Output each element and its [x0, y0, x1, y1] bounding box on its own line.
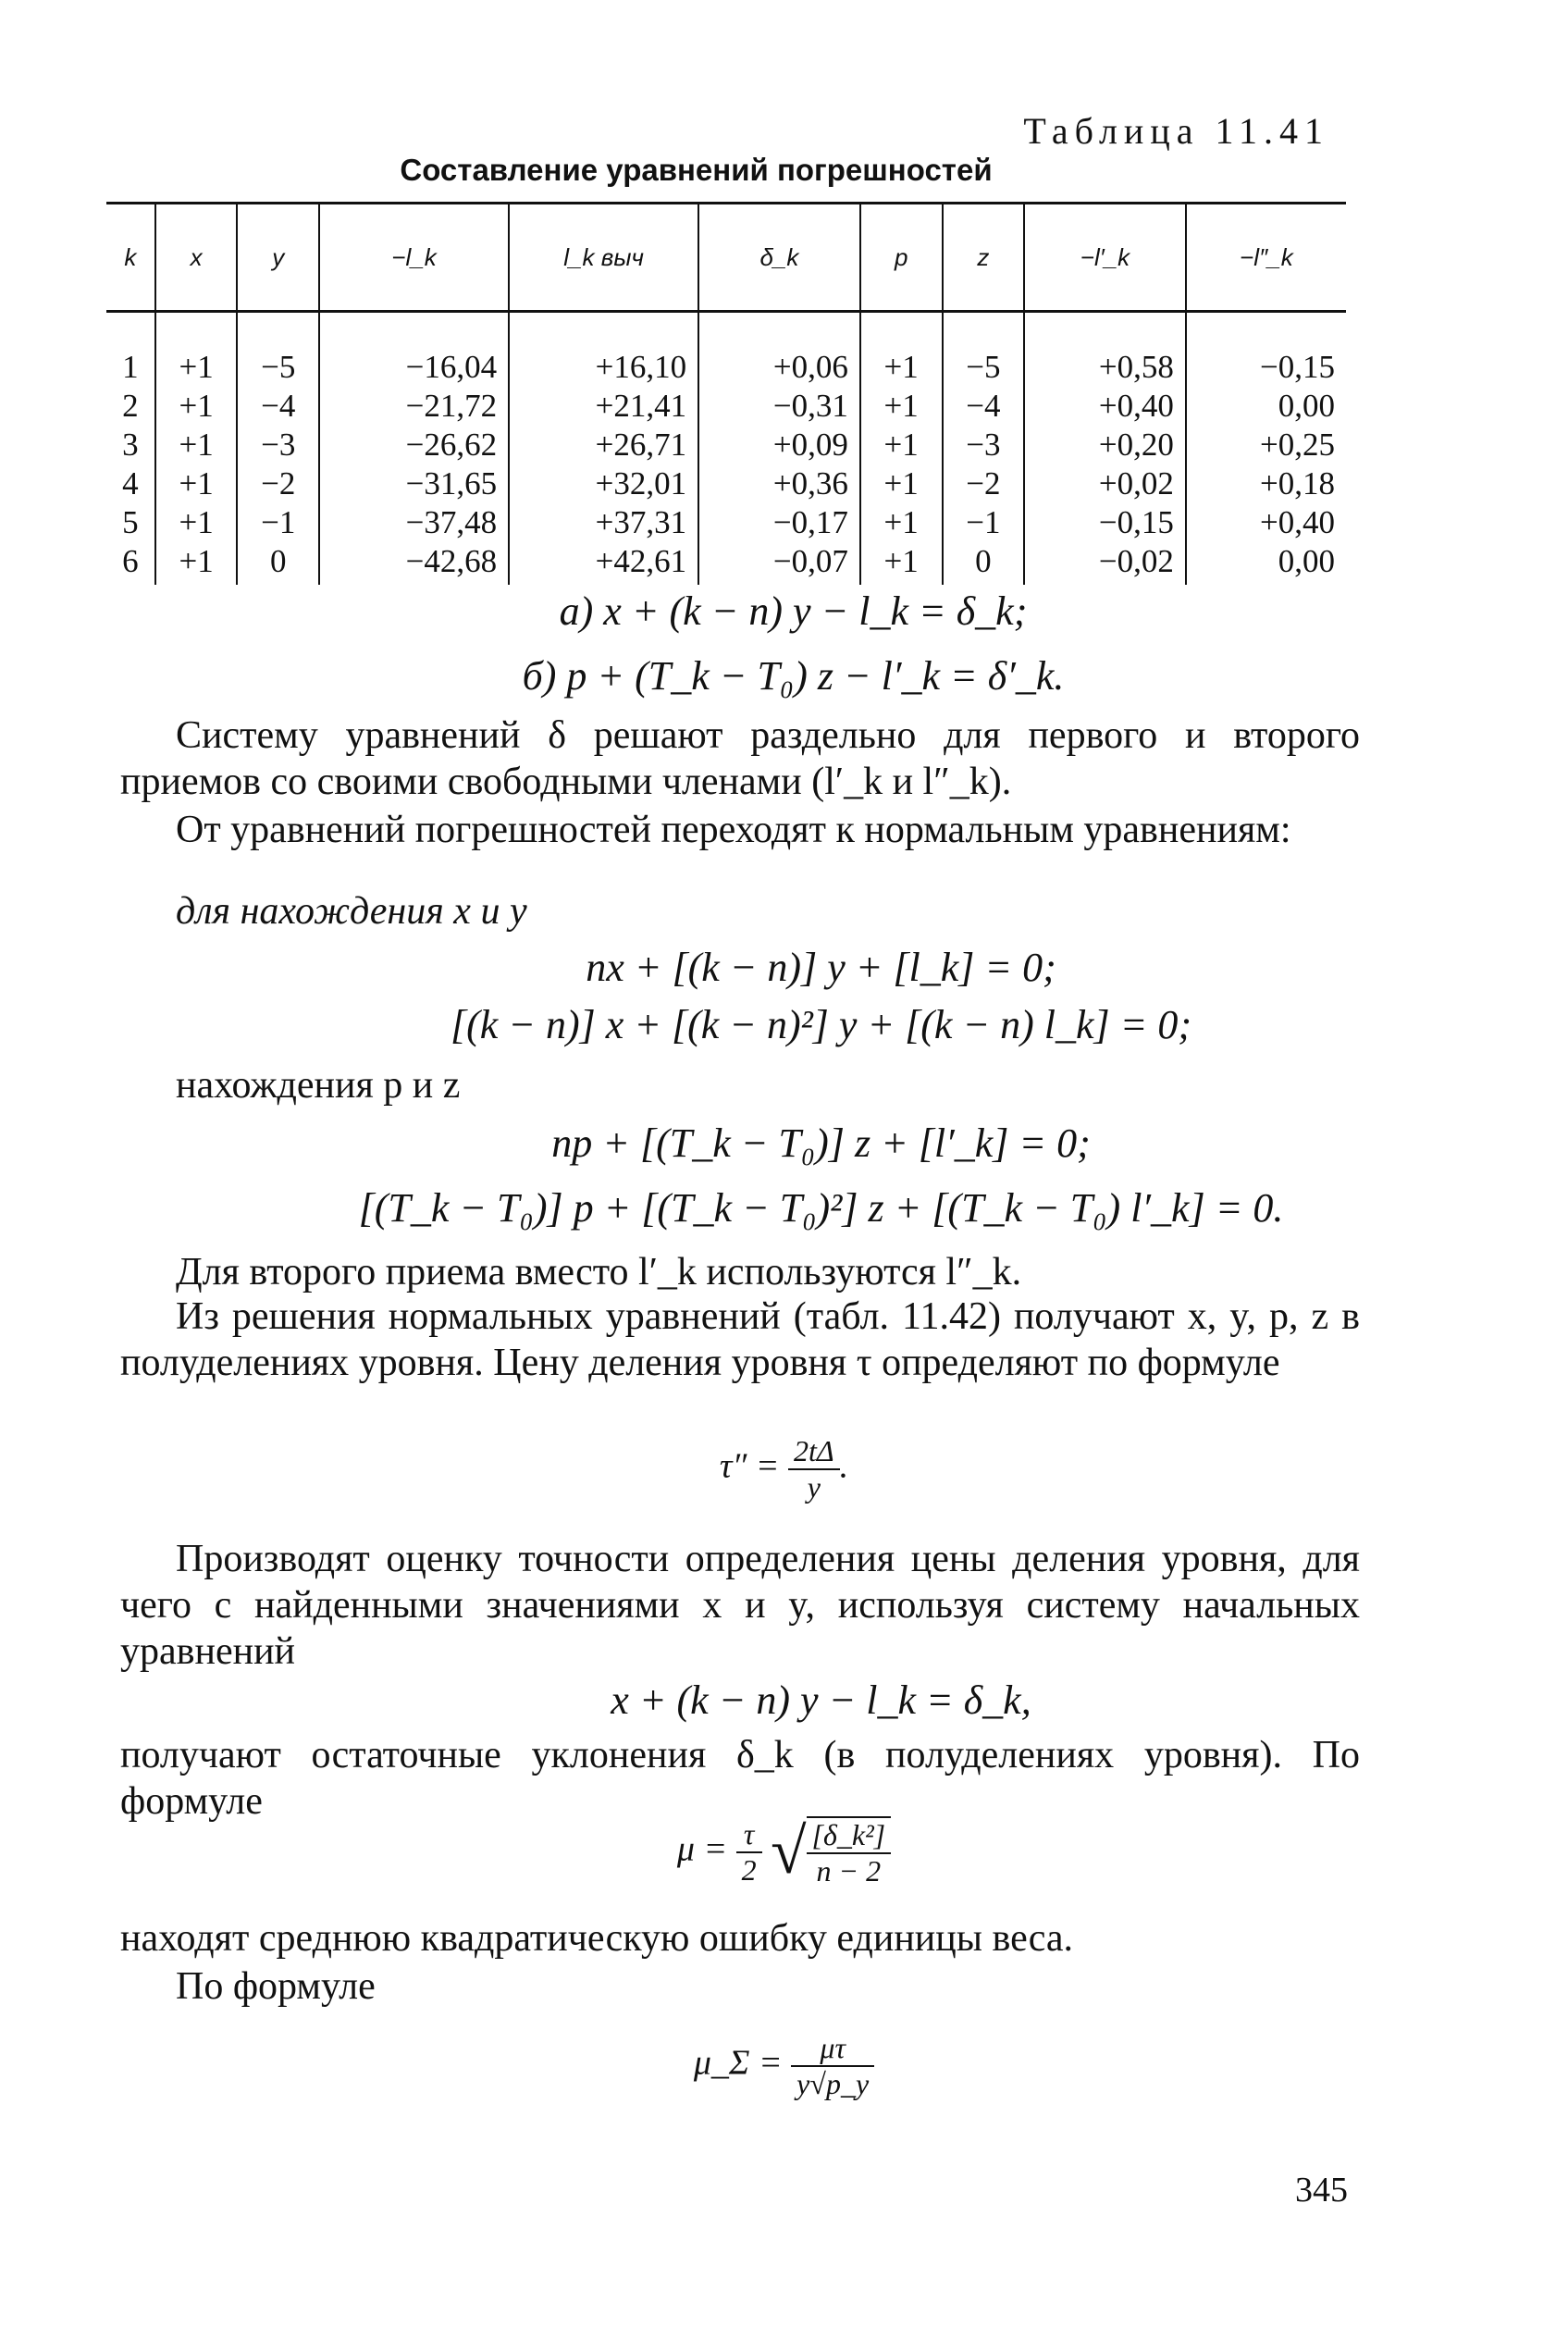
header-k: k — [106, 204, 155, 312]
formula-tau-fraction — [788, 1434, 840, 1504]
cell-z: −3 — [943, 426, 1025, 464]
header-delta-k: δ_k — [698, 204, 860, 312]
formula-mu-sigma-numerator: μτ — [791, 2031, 874, 2067]
cell-p: +1 — [860, 426, 943, 464]
table-caption-title: Составление уравнений погрешностей — [400, 153, 993, 187]
table-row — [106, 464, 1346, 503]
cell-y: −4 — [237, 387, 319, 426]
table-caption-label: Таблица 11.41 — [1023, 110, 1329, 152]
paragraph-normal-intro: От уравнений погрешностей переходят к нормальным уравнениям: — [176, 809, 1291, 851]
formula-mu-radicand — [807, 1816, 892, 1888]
table-header-row — [106, 204, 1346, 312]
table-row — [106, 387, 1346, 426]
cell-x: +1 — [155, 426, 238, 464]
formula-mu-sigma-denominator: y√p_y — [796, 2067, 870, 2100]
cell-minus-lk: −26,62 — [319, 426, 509, 464]
formula-mu-left: μ = — [676, 1829, 728, 1869]
formula-mu-coefficient — [736, 1817, 762, 1888]
sqrt-sign-icon: √ — [771, 1816, 807, 1888]
cell-delta-k: −0,31 — [698, 387, 860, 426]
header-z: z — [943, 204, 1025, 312]
cell-lk-calc: +37,31 — [509, 503, 698, 542]
paragraph-by-formula: По формуле — [176, 1965, 376, 2008]
cell-minus-lk: −21,72 — [319, 387, 509, 426]
header-lk-calc: l_k выч — [509, 204, 698, 312]
formula-tau-left: τ″ = — [719, 1446, 780, 1486]
cell-minus-lk-prime: −0,15 — [1024, 503, 1186, 542]
cell-delta-k: +0,06 — [698, 312, 860, 388]
header-minus-lk-prime: −l′_k — [1024, 204, 1186, 312]
cell-minus-lk-double-prime: −0,15 — [1186, 312, 1346, 388]
cell-k: 4 — [122, 465, 139, 501]
table-row — [106, 312, 1346, 388]
cell-k: 6 — [122, 543, 139, 579]
cell-p: +1 — [860, 387, 943, 426]
paragraph-find-xy: для нахождения x и y — [176, 890, 527, 933]
cell-z: −4 — [943, 387, 1025, 426]
cell-y: −5 — [237, 312, 319, 388]
header-y: y — [237, 204, 319, 312]
cell-minus-lk-double-prime: +0,25 — [1186, 426, 1346, 464]
cell-minus-lk-prime: +0,02 — [1024, 464, 1186, 503]
cell-z: 0 — [943, 542, 1025, 585]
cell-lk-calc: +16,10 — [509, 312, 698, 388]
cell-minus-lk-double-prime: +0,18 — [1186, 464, 1346, 503]
cell-k: 1 — [122, 349, 139, 385]
header-minus-lk-double-prime: −l″_k — [1186, 204, 1346, 312]
cell-k: 3 — [122, 427, 139, 463]
cell-x: +1 — [155, 464, 238, 503]
page-number: 345 — [1295, 2171, 1348, 2209]
cell-z: −2 — [943, 464, 1025, 503]
cell-y: 0 — [237, 542, 319, 585]
paragraph-second-method: Для второго приема вместо l′_k используются l″_k. — [176, 1251, 1022, 1293]
cell-lk-calc: +26,71 — [509, 426, 698, 464]
table-row — [106, 542, 1346, 585]
cell-minus-lk-double-prime: +0,40 — [1186, 503, 1346, 542]
cell-y: −1 — [237, 503, 319, 542]
cell-k: 2 — [122, 388, 139, 424]
cell-lk-calc: +32,01 — [509, 464, 698, 503]
normal-equation-2: [(k − n)] x + [(k − n)²] y + [(k − n) l_k] = 0; — [450, 1002, 1192, 1047]
cell-p: +1 — [860, 542, 943, 585]
cell-minus-lk-prime: +0,20 — [1024, 426, 1186, 464]
initial-equation: x + (k − n) y − l_k = δ_k, — [611, 1677, 1031, 1723]
cell-minus-lk-prime: −0,02 — [1024, 542, 1186, 585]
formula-mu-sigma-fraction — [791, 2031, 874, 2101]
header-x: x — [155, 204, 238, 312]
cell-minus-lk-prime: +0,58 — [1024, 312, 1186, 388]
paragraph-residuals: получают остаточные уклонения δ_k (в полуделениях уровня). По формуле — [120, 1734, 1360, 1823]
cell-minus-lk-double-prime: 0,00 — [1186, 387, 1346, 426]
formula-mu-sigma-left: μ_Σ = — [693, 2043, 783, 2083]
formula-mu-denominator: n − 2 — [816, 1854, 882, 1888]
cell-z: −1 — [943, 503, 1025, 542]
normal-equation-1: nx + [(k − n)] y + [l_k] = 0; — [586, 945, 1056, 990]
formula-tau: τ″ = $\frac{2t\Delta}{y}$ . — [719, 1434, 849, 1504]
formula-mu-numerator: [δ_k²] — [807, 1818, 892, 1854]
formula-mu — [0, 1815, 1568, 1889]
cell-minus-lk: −42,68 — [319, 542, 509, 585]
cell-x: +1 — [155, 542, 238, 585]
cell-lk-calc: +21,41 — [509, 387, 698, 426]
header-p: p — [860, 204, 943, 312]
cell-k: 5 — [122, 504, 139, 540]
cell-delta-k: +0,09 — [698, 426, 860, 464]
cell-x: +1 — [155, 312, 238, 388]
paragraph-system: Систему уравнений δ решают раздельно для первого и второго приемов со своими свободными членами (l′_k и l″_k). — [120, 714, 1360, 803]
cell-delta-k: −0,07 — [698, 542, 860, 585]
paragraph-solution: Из решения нормальных уравнений (табл. 11.42) получают x, y, p, z в полуделениях уровня. Цену деления уровня τ определяют по формуле — [120, 1295, 1360, 1384]
cell-p: +1 — [860, 312, 943, 388]
formula-tau-numerator: 2tΔ — [788, 1434, 840, 1470]
cell-delta-k: +0,36 — [698, 464, 860, 503]
equation-a: а) x + (k − n) y − l_k = δ_k; — [559, 588, 1028, 634]
equation-b: б) p + (T_k − T₀) z − l′_k = δ′_k. — [522, 653, 1065, 699]
cell-x: +1 — [155, 387, 238, 426]
paragraph-accuracy: Производят оценку точности определения цены деления уровня, для чего с найденными значениями x и y, используя систему начальных уравнений — [120, 1538, 1360, 1673]
cell-minus-lk-double-prime: 0,00 — [1186, 542, 1346, 585]
formula-mu-two: 2 — [741, 1853, 757, 1887]
table-row — [106, 426, 1346, 464]
header-minus-lk: −l_k — [319, 204, 509, 312]
cell-delta-k: −0,17 — [698, 503, 860, 542]
normal-equation-4: [(T_k − T₀)] p + [(T_k − T₀)²] z + [(T_k − T₀) l′_k] = 0. — [358, 1185, 1284, 1231]
cell-y: −3 — [237, 426, 319, 464]
cell-minus-lk: −16,04 — [319, 312, 509, 388]
cell-p: +1 — [860, 464, 943, 503]
formula-tau-denominator: y — [807, 1470, 821, 1504]
cell-lk-calc: +42,61 — [509, 542, 698, 585]
cell-p: +1 — [860, 503, 943, 542]
paragraph-find-pz: нахождения p и z — [176, 1064, 461, 1107]
formula-mu-tau: τ — [736, 1817, 762, 1853]
cell-minus-lk: −31,65 — [319, 464, 509, 503]
formula-mu-sigma — [0, 2031, 1568, 2101]
paragraph-mean-error: находят среднюю квадратическую ошибку единицы веса. — [120, 1917, 1074, 1960]
cell-y: −2 — [237, 464, 319, 503]
cell-z: −5 — [943, 312, 1025, 388]
cell-minus-lk: −37,48 — [319, 503, 509, 542]
table-row — [106, 503, 1346, 542]
error-equations-table — [106, 202, 1346, 585]
normal-equation-3: np + [(T_k − T₀)] z + [l′_k] = 0; — [551, 1120, 1091, 1166]
cell-x: +1 — [155, 503, 238, 542]
cell-minus-lk-prime: +0,40 — [1024, 387, 1186, 426]
